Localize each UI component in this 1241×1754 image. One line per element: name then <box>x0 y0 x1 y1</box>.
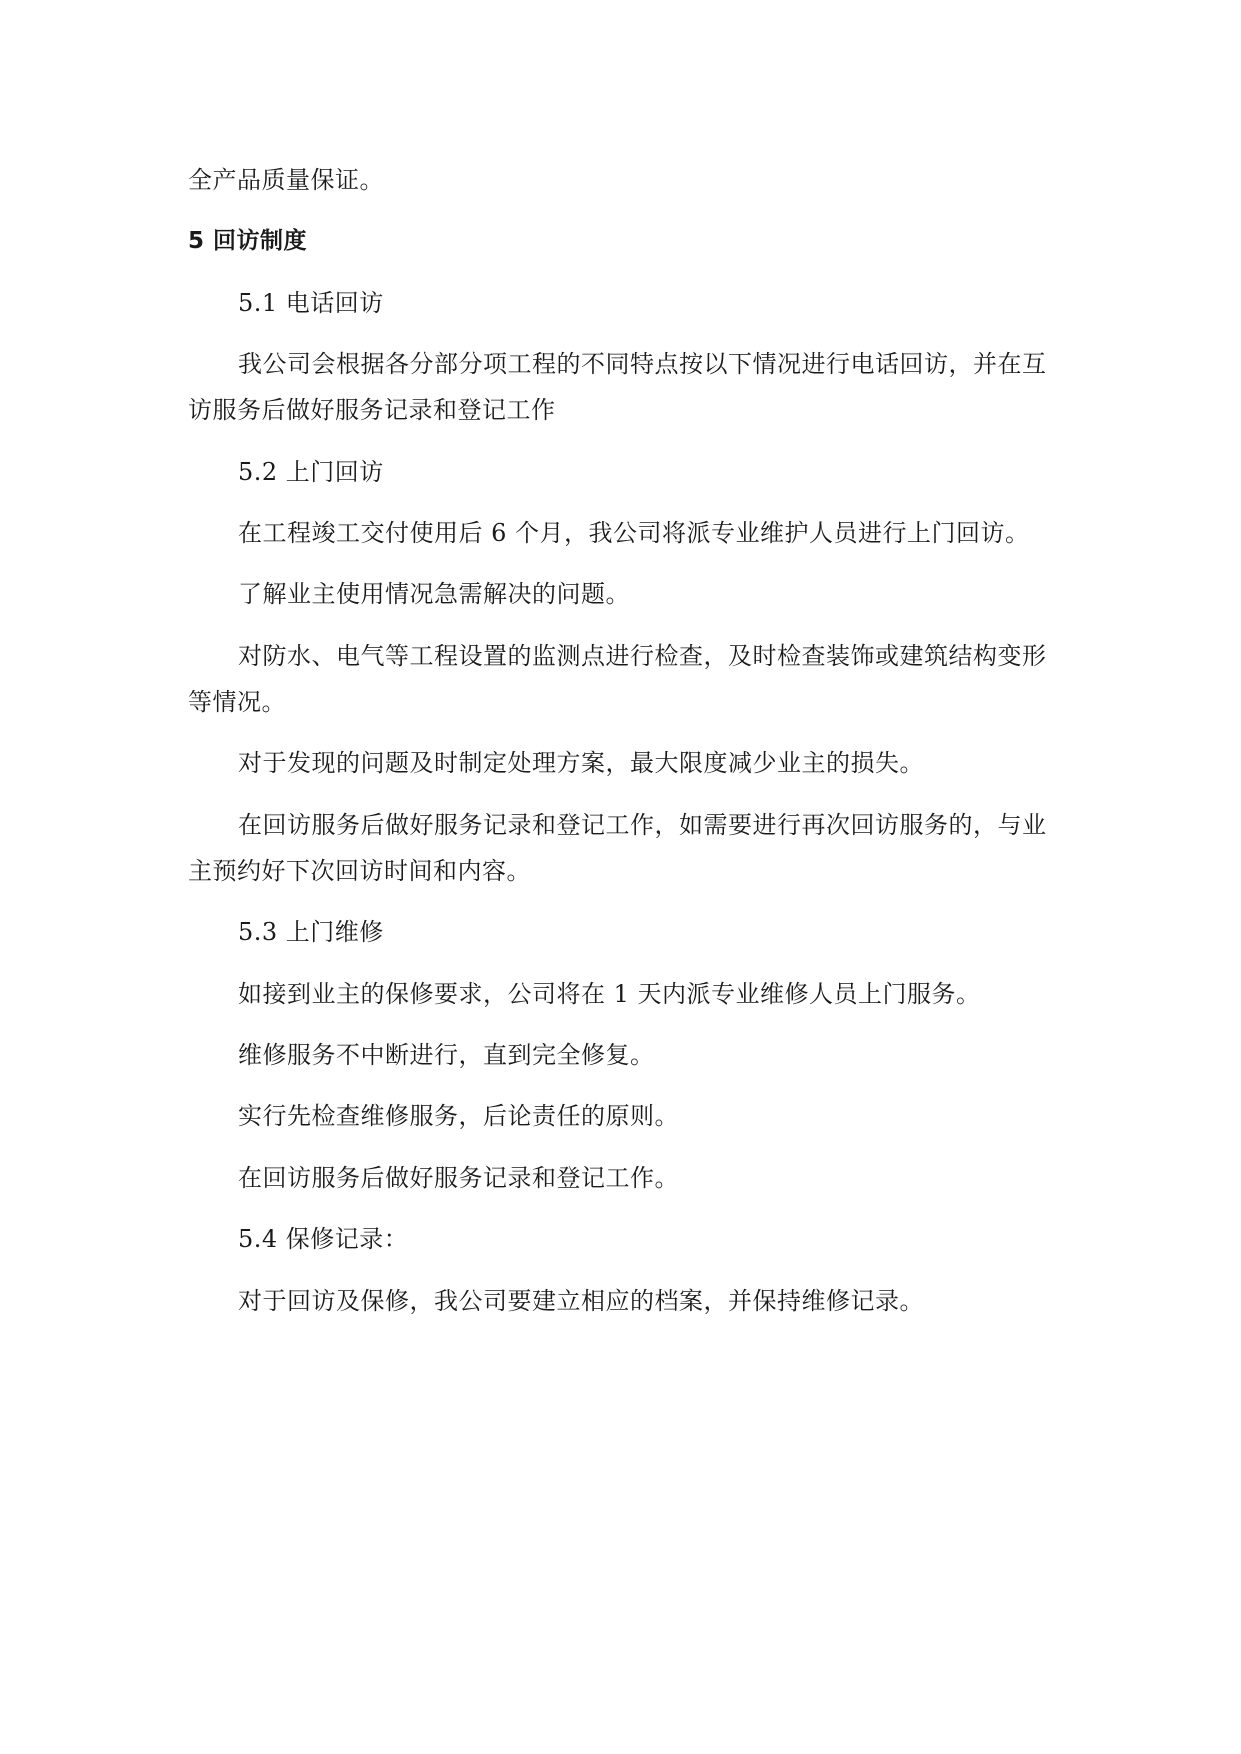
subsection-title-5-1: 5.1 电话回访 <box>238 289 384 317</box>
paragraph-5-3-p2: 维修服务不中断进行，直到完全修复。 <box>238 1041 655 1069</box>
paragraph-5-3-p4: 在回访服务后做好服务记录和登记工作。 <box>238 1164 679 1192</box>
paragraph-5-1-line1: 我公司会根据各分部分项工程的不同特点按以下情况进行电话回访，并在互 <box>238 350 1047 378</box>
paragraph-5-2-p2: 了解业主使用情况急需解决的问题。 <box>238 580 630 608</box>
paragraph-5-2-p3-line2: 等情况。 <box>188 688 286 716</box>
paragraph-5-3-p3: 实行先检查维修服务，后论责任的原则。 <box>238 1102 679 1130</box>
continuation-text: 全产品质量保证。 <box>188 166 384 194</box>
section-heading: 5 回访制度 <box>188 228 308 254</box>
paragraph-5-2-p3-line1: 对防水、电气等工程设置的监测点进行检查，及时检查装饰或建筑结构变形 <box>238 642 1047 670</box>
paragraph-5-2-p4: 对于发现的问题及时制定处理方案，最大限度减少业主的损失。 <box>238 749 924 777</box>
paragraph-5-2-p5-line2: 主预约好下次回访时间和内容。 <box>188 857 531 885</box>
subsection-title-5-3: 5.3 上门维修 <box>238 918 384 946</box>
paragraph-5-1-line2: 访服务后做好服务记录和登记工作 <box>188 396 556 424</box>
paragraph-5-2-p5-line1: 在回访服务后做好服务记录和登记工作，如需要进行再次回访服务的，与业 <box>238 811 1047 839</box>
paragraph-5-2-p1: 在工程竣工交付使用后 6 个月，我公司将派专业维护人员进行上门回访。 <box>238 519 1030 547</box>
paragraph-5-4-p1: 对于回访及保修，我公司要建立相应的档案，并保持维修记录。 <box>238 1287 924 1315</box>
paragraph-5-3-p1: 如接到业主的保修要求，公司将在 1 天内派专业维修人员上门服务。 <box>238 980 981 1008</box>
subsection-title-5-2: 5.2 上门回访 <box>238 458 384 486</box>
subsection-title-5-4: 5.4 保修记录： <box>238 1225 409 1253</box>
